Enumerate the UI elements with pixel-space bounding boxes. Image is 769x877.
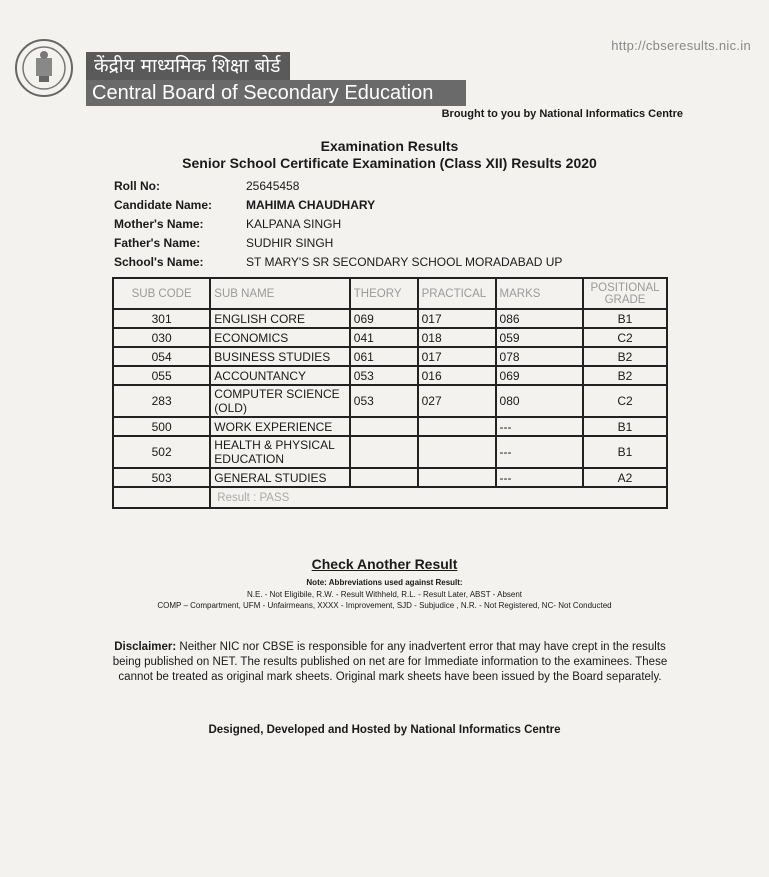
header-sub-name: SUB NAME [210,278,350,309]
cell-practical [418,436,496,468]
cell-theory: 053 [350,366,418,385]
abbreviation-note-title: Note: Abbreviations used against Result: [306,578,463,587]
info-label: Mother's Name: [114,216,204,231]
cell-marks: --- [496,417,584,436]
header-theory: THEORY [350,278,418,309]
header-marks: MARKS [496,278,584,309]
cell-name: ECONOMICS [210,328,350,347]
cell-name: ENGLISH CORE [210,309,350,328]
cell-grade: B1 [583,436,667,468]
cell-theory: 061 [350,347,418,366]
cell-name: HEALTH & PHYSICAL EDUCATION [210,436,350,468]
cell-grade: C2 [583,328,667,347]
brought-by-text: Brought to you by National Informatics Centre [441,108,683,120]
cell-theory: 069 [350,309,418,328]
cell-practical [418,468,496,487]
cell-theory [350,417,418,436]
info-value: KALPANA SINGH [246,216,342,231]
site-url: http://cbseresults.nic.in [611,38,751,53]
info-label: Roll No: [114,178,160,193]
check-another-result-link[interactable]: Check Another Result [311,556,458,572]
board-title-hindi: केंद्रीय माध्यमिक शिक्षा बोर्ड [86,52,290,80]
table-row [113,417,667,436]
cell-grade: A2 [583,468,667,487]
info-value: 25645458 [246,178,300,193]
info-label: School's Name: [114,254,204,269]
cell-practical [418,417,496,436]
cell-practical: 017 [418,347,496,366]
cell-marks: 086 [496,309,584,328]
cell-marks: --- [496,468,584,487]
header-practical: PRACTICAL [418,278,496,309]
cell-marks: 078 [496,347,584,366]
info-row-mother [114,214,562,233]
info-label: Father's Name: [114,235,201,250]
cell-name: COMPUTER SCIENCE (OLD) [210,385,350,417]
cell-code: 283 [113,385,210,417]
info-value: MAHIMA CHAUDHARY [246,197,376,212]
result-spacer [113,487,210,508]
cell-grade: C2 [583,385,667,417]
info-value: ST MARY'S SR SECONDARY SCHOOL MORADABAD UP [246,254,563,269]
header-grade: POSITIONAL GRADE [583,278,667,309]
cell-grade: B2 [583,347,667,366]
cell-grade: B1 [583,309,667,328]
header-sub-code: SUB CODE [113,278,210,309]
disclaimer [112,640,668,685]
cell-code: 500 [113,417,210,436]
cell-marks: --- [496,436,584,468]
abbreviation-note-line2: COMP – Compartment, UFM - Unfairmeans, XXXX - Improvement, SJD - Subjudice , N.R. - Not Registered, NC- Not Conducted [157,601,612,610]
cell-theory [350,436,418,468]
info-row-father [114,233,562,252]
cell-grade: B1 [583,417,667,436]
cell-code: 502 [113,436,210,468]
cell-theory: 041 [350,328,418,347]
table-header-row [113,278,667,309]
cell-code: 030 [113,328,210,347]
cell-marks: 059 [496,328,584,347]
cell-name: WORK EXPERIENCE [210,417,350,436]
page-title: Examination Results [320,138,459,154]
cell-marks: 080 [496,385,584,417]
cell-theory [350,468,418,487]
cell-practical: 018 [418,328,496,347]
cell-name: BUSINESS STUDIES [210,347,350,366]
result-row [113,487,667,508]
table-row [113,366,667,385]
cell-practical: 016 [418,366,496,385]
candidate-info [114,176,562,271]
table-row [113,436,667,468]
disclaimer-label: Disclaimer: [114,641,177,653]
table-row [113,468,667,487]
result-status: Result : PASS [210,487,667,508]
table-row [113,347,667,366]
cell-marks: 069 [496,366,584,385]
info-row-school [114,252,562,271]
exam-subtitle: Senior School Certificate Examination (Class XII) Results 2020 [182,155,597,171]
table-row [113,385,667,417]
cbse-emblem-icon [14,38,74,98]
cell-theory: 053 [350,385,418,417]
cell-grade: B2 [583,366,667,385]
results-table [112,277,668,509]
cell-practical: 017 [418,309,496,328]
disclaimer-text: Neither NIC nor CBSE is responsible for any inadvertent error that may have crept in the results being published on NET. The results published on net are for Immediate information to the examinees. These cannot be treated as original mark sheets. Original mark sheets have been issued by the Board separately. [112,641,668,683]
info-label: Candidate Name: [114,197,213,212]
abbreviation-note-line1: N.E. - Not Eligibile, R.W. - Result Withheld, R.L. - Result Later, ABST - Absent [246,590,523,599]
cell-code: 055 [113,366,210,385]
table-row [113,328,667,347]
cell-code: 054 [113,347,210,366]
board-title-english: Central Board of Secondary Education [86,80,466,106]
info-row-roll [114,176,562,195]
info-row-name [114,195,562,214]
cell-code: 503 [113,468,210,487]
footer-credit: Designed, Developed and Hosted by National Informatics Centre [208,724,561,736]
table-row [113,309,667,328]
info-value: SUDHIR SINGH [246,235,334,250]
cell-practical: 027 [418,385,496,417]
cell-name: ACCOUNTANCY [210,366,350,385]
cell-name: GENERAL STUDIES [210,468,350,487]
cell-code: 301 [113,309,210,328]
